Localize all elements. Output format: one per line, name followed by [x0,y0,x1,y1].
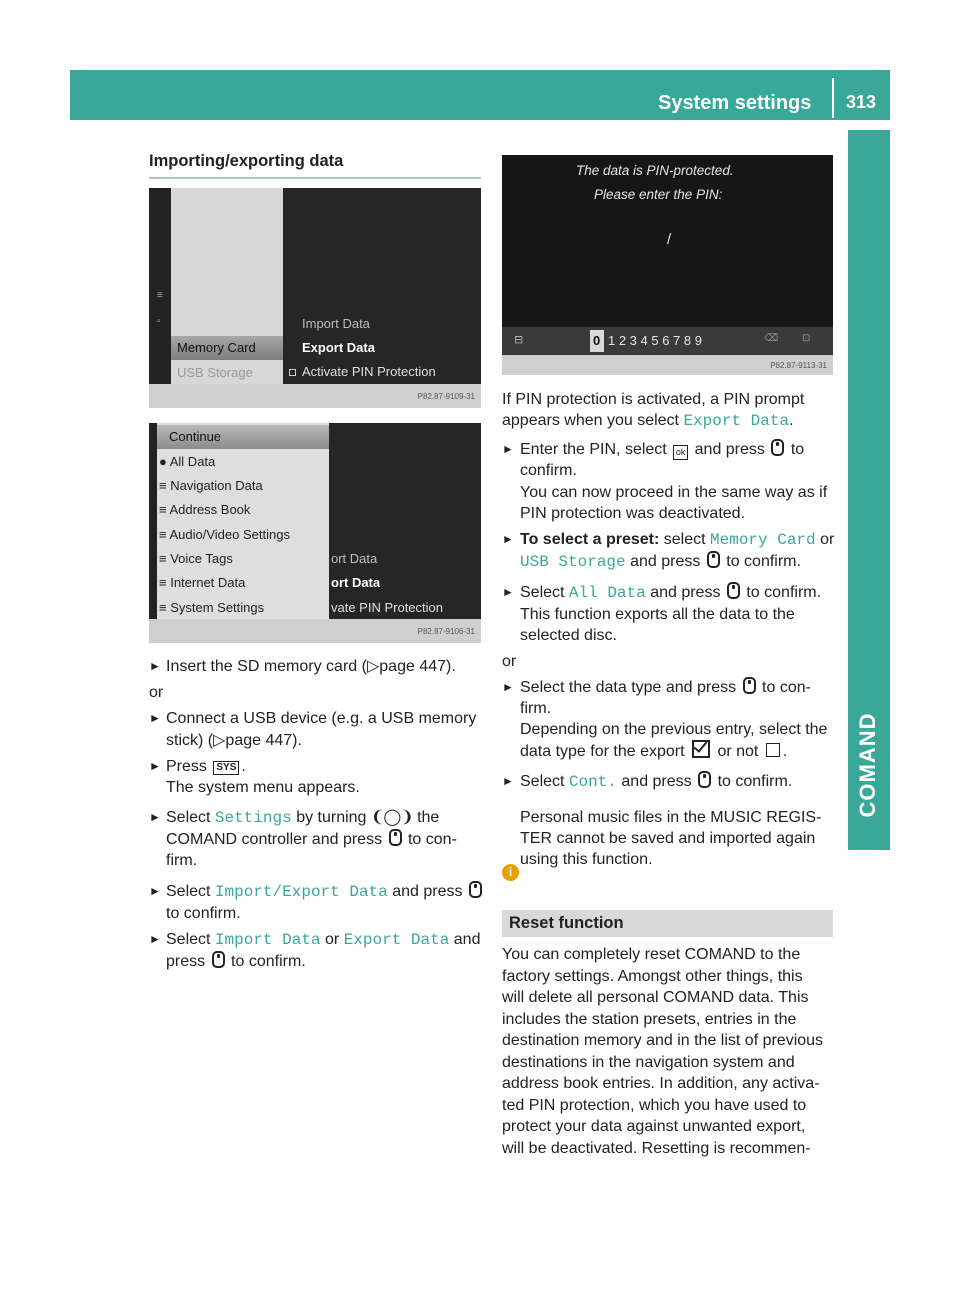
step-text: to confirm. [231,953,306,970]
body-text: . [789,412,794,429]
step-select-continue [520,771,792,793]
checkbox-icon: ≡ [159,502,170,517]
menu-term: All Data [568,584,646,602]
step-text: Select the data type and press [520,679,737,696]
radio-filled-icon: ● [159,454,170,469]
step-press-sys-result: The system menu appears. [166,779,360,796]
section-title: System settings [658,92,812,114]
step-select-all-data-line3: selected disc. [520,627,617,644]
menu-term: Cont. [568,773,617,791]
reset-paragraph-line: factory settings. Amongst other things, this [502,968,803,985]
press-controller-icon [469,881,482,898]
reset-paragraph-line: will be deactivated. Resetting is recommen- [502,1140,811,1157]
step-select-data-type-line4 [520,740,787,762]
body-text: appears when you select [502,412,679,429]
info-note-line3: using this function. [520,851,653,868]
press-controller-icon [771,439,784,456]
step-text: and press [694,441,765,458]
pin-intro-line2 [502,410,794,432]
checkbox-empty-icon [766,743,780,757]
press-controller-icon [212,951,225,968]
figure-caption: P82.87-9106-31 [417,627,475,636]
sys-key-icon: SYS [213,761,239,775]
data-item-all [159,454,215,469]
pin-intro-line1: If PIN protection is activated, a PIN prompt [502,391,805,408]
figure-caption-bar [149,384,481,408]
step-connect-usb-line2 [166,730,302,751]
pin-digits: 1 2 3 4 5 6 7 8 9 [608,333,702,348]
step-insert-sd [166,656,456,677]
step-bold-label: To select a preset: [520,531,660,548]
checkbox-icon: ≡ [159,551,171,566]
storage-item-usb: USB Storage [177,365,253,380]
step-arrow-icon: ► [149,810,161,824]
reset-paragraph-line: ted PIN protection, which you have used to [502,1097,807,1114]
data-item-system [159,600,264,615]
page-ref-icon: ▷ [366,658,380,675]
step-arrow-icon: ► [149,711,161,725]
step-text: to [790,441,805,458]
step-select-data-type [520,677,811,698]
step-text: Select [166,931,211,948]
pin-digit-zero: 0 [593,333,601,348]
step-text: Enter the PIN, select [520,441,667,458]
menu-term: Export Data [343,931,450,949]
ok-icon: ⊡ [802,333,811,344]
data-item-navigation [159,478,263,493]
step-enter-pin [520,439,804,460]
reset-paragraph-line: address book entries. In addition, any activa- [502,1075,820,1092]
step-text: . [782,743,788,760]
data-item-label: Audio/Video Settings [169,527,290,542]
page-ref: page 447). [379,658,456,675]
step-select-import-or-export-line2 [166,951,306,972]
step-text: Press [166,758,207,775]
menu-term: Import/Export Data [214,883,388,901]
section-heading: Importing/exporting data [149,152,344,170]
delete-icon: ⌫ [764,333,779,344]
data-item-voice-tags [159,551,233,566]
press-controller-icon [698,771,711,788]
screen-left-strip [149,188,171,384]
action-activate-pin [289,364,436,379]
step-arrow-icon: ► [149,932,161,946]
checkbox-icon: ≡ [159,575,171,590]
info-note-line2: TER cannot be saved and imported again [520,830,816,847]
screen-left-strip [149,423,157,619]
step-select-data-type-line3: Depending on the previous entry, select the [520,721,828,738]
step-text: COMAND controller and press [166,831,383,848]
strip-marker-icon: ≡ [157,290,163,301]
info-note-line1: Personal music files in the MUSIC REGIS- [520,809,822,826]
step-text: to confirm. [726,553,801,570]
data-item-label: System Settings [170,600,265,615]
header-divider [832,78,834,118]
step-text: and press [392,883,463,900]
step-text: and press [621,773,692,790]
step-arrow-icon: ► [149,759,161,773]
step-text: by turning [296,809,367,826]
back-icon: ⊟ [514,334,524,346]
step-text: or [820,531,835,548]
step-text: . [241,758,246,775]
step-arrow-icon: ► [149,659,161,673]
press-controller-icon [727,582,740,599]
screenshot-storage-menu [149,188,481,408]
step-enter-pin-line3: You can now proceed in the same way as if [520,484,828,501]
figure-caption-bar [502,355,833,375]
data-item-label: Navigation Data [170,478,263,493]
step-select-import-or-export [166,929,480,951]
data-item-internet [159,575,245,590]
step-text: to con- [762,679,811,696]
step-arrow-icon: ► [502,532,514,546]
step-text: or [325,931,340,948]
step-text: to confirm. [717,773,793,790]
reset-paragraph-line: You can completely reset COMAND to the [502,946,801,963]
chapter-tab-label-wrap [846,685,890,845]
step-enter-pin-line4: PIN protection was deactivated. [520,505,746,522]
action-export-data: Export Data [302,340,375,355]
press-controller-icon [707,551,720,568]
action-activate-pin-label: Activate PIN Protection [302,364,436,379]
step-text: stick) ( [166,732,214,749]
info-icon: i [502,864,519,881]
step-text: Select [166,809,211,826]
press-controller-icon [389,829,402,846]
step-select-preset-line2 [520,551,801,573]
checkbox-icon: ≡ [159,478,171,493]
screenshot-data-type-menu [149,423,481,643]
figure-caption: P82.87-9109-31 [417,392,475,401]
step-arrow-icon: ► [502,774,514,788]
page-ref: page 447). [225,732,302,749]
step-select-import-export [166,881,484,903]
checkbox-checked-icon [692,740,710,758]
chapter-tab-label: COMAND [855,712,880,818]
step-connect-usb-line1: Connect a USB device (e.g. a USB memory [166,710,477,727]
step-text: Select [520,584,565,601]
menu-term: Settings [214,809,292,827]
step-select-all-data-line2: This function exports all the data to the [520,606,795,623]
step-arrow-icon: ► [502,585,514,599]
reset-paragraph-line: destinations in the navigation system and [502,1054,795,1071]
or-separator: or [502,653,517,670]
step-text: and press [650,584,721,601]
pin-cursor: / [667,231,672,248]
screenshot-pin-prompt [502,155,833,375]
step-text: or not [717,743,759,760]
menu-term: Export Data [683,412,790,430]
heading-rule [149,177,481,179]
reset-paragraph-line: includes the station presets, entries in the [502,1011,797,1028]
step-press-sys [166,756,246,777]
data-item-label: Internet Data [170,575,246,590]
turn-controller-icon: ❨◯❩ [370,809,413,826]
step-text: Select [166,883,211,900]
step-select-settings-line2 [166,829,457,850]
step-select-settings-line3: firm. [166,852,198,869]
menu-term: USB Storage [520,553,626,571]
continue-label: Continue [169,429,222,444]
step-select-data-type-line2: firm. [520,700,552,717]
data-item-address-book [159,502,250,517]
step-text: select [663,531,706,548]
step-arrow-icon: ► [502,680,514,694]
step-text: and [453,931,481,948]
figure-caption: P82.87-9113-31 [770,361,827,370]
step-text: data type for the export [520,743,685,760]
press-controller-icon [743,677,756,694]
page-ref-icon: ▷ [213,732,226,749]
action-import-data-partial: ort Data [331,551,378,566]
menu-term: Memory Card [710,531,816,549]
storage-item-memory-card: Memory Card [177,340,256,355]
pin-prompt-line2: Please enter the PIN: [594,187,723,202]
step-text: press [166,953,206,970]
step-text: to confirm. [746,584,822,601]
checkbox-icon [289,369,296,376]
step-text: Select [520,773,565,790]
data-item-label: Address Book [169,502,251,517]
page-number: 313 [846,92,877,112]
reset-paragraph-line: will delete all personal COMAND data. This [502,989,809,1006]
or-separator: or [149,684,164,701]
step-select-all-data [520,582,821,604]
figure-caption-bar [149,619,481,643]
checkbox-icon: ≡ [159,600,171,615]
step-arrow-icon: ► [502,442,514,456]
action-export-data-partial: ort Data [331,575,381,590]
step-text: and press [630,553,701,570]
data-item-label: Voice Tags [170,551,233,566]
data-item-label: All Data [169,454,216,469]
action-import-data: Import Data [302,316,370,331]
data-item-audio-video [159,527,290,542]
reset-heading: Reset function [509,914,624,932]
step-text: the [417,809,440,826]
step-text: to con- [407,831,457,848]
step-arrow-icon: ► [149,884,161,898]
ok-key-icon: ok [673,445,688,460]
action-activate-pin-partial: vate PIN Protection [331,600,443,615]
reset-paragraph-line: protect your data against unwanted export, [502,1118,806,1135]
step-enter-pin-line2: confirm. [520,462,577,479]
pin-prompt-line1: The data is PIN-protected. [576,163,734,178]
step-text: Insert the SD memory card ( [166,658,367,675]
checkbox-icon: ≡ [159,527,170,542]
reset-paragraph-line: destination memory and in the list of previous [502,1032,824,1049]
step-select-settings [166,807,439,829]
step-select-preset [520,529,834,551]
step-select-import-export-line2: to confirm. [166,905,241,922]
strip-marker-icon: ▫ [157,316,161,327]
menu-term: Import Data [214,931,321,949]
